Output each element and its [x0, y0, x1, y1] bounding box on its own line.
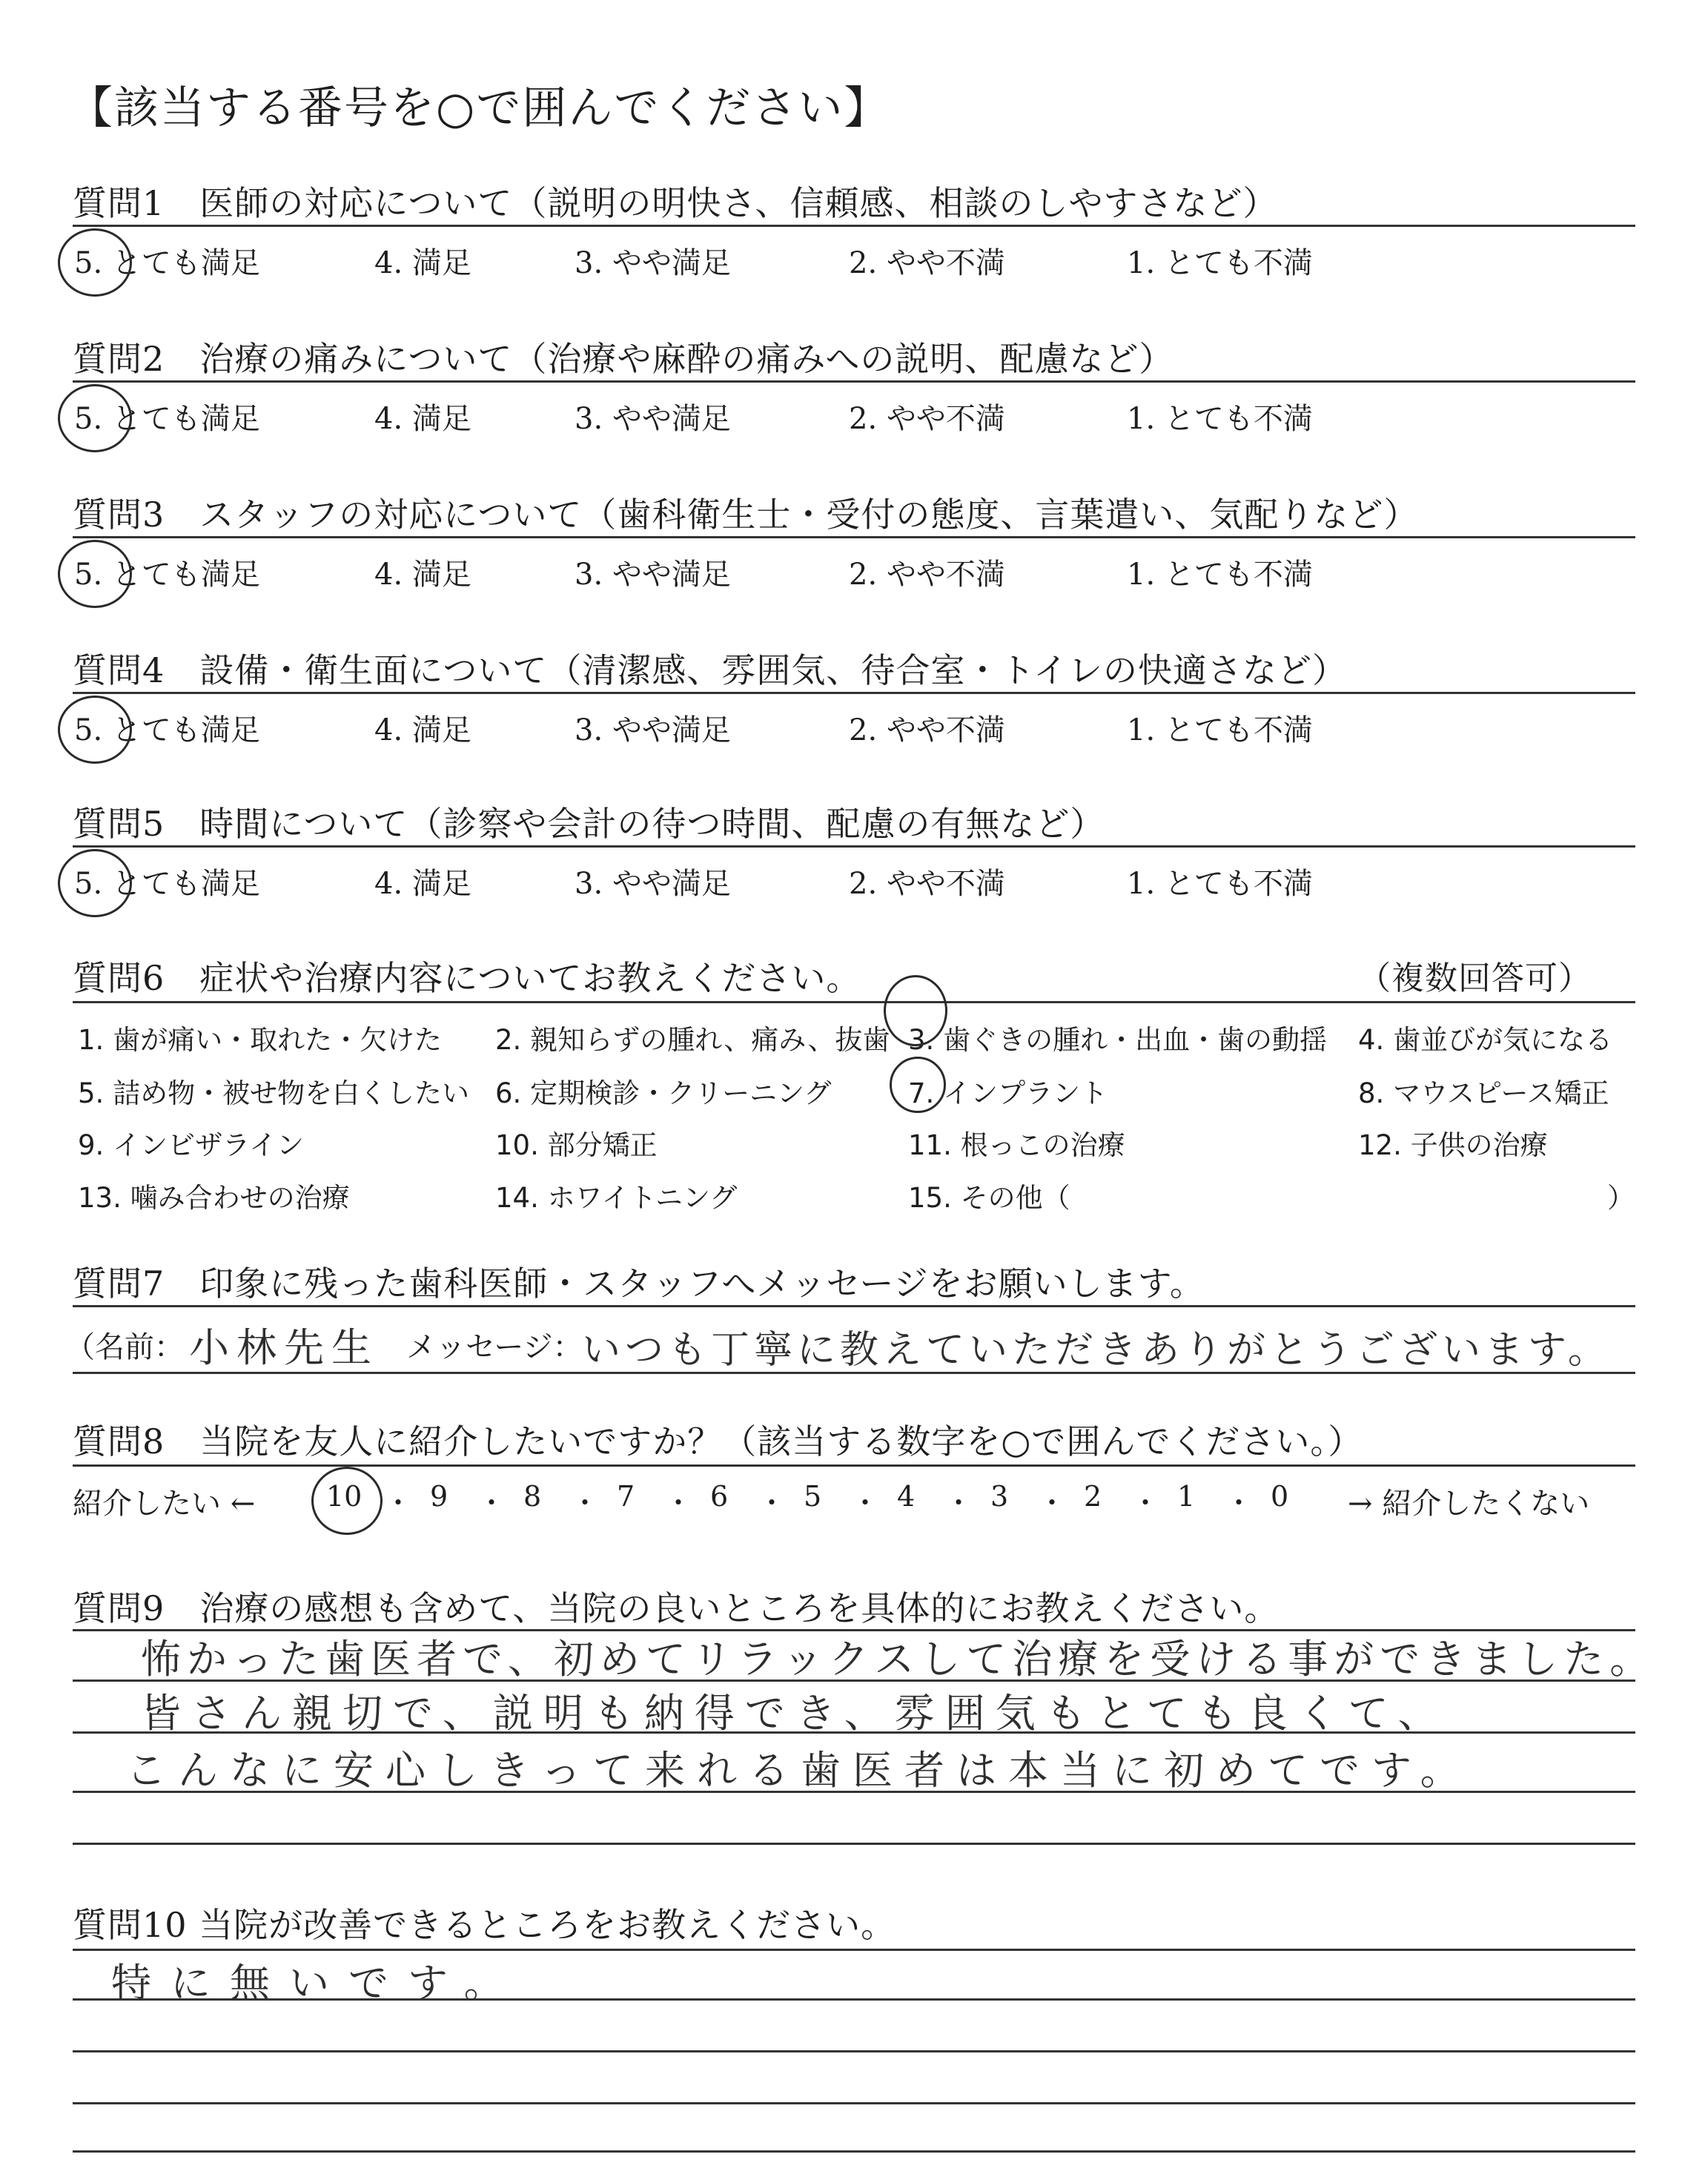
q8-scale-2: 2 [1084, 1480, 1102, 1513]
q9-answer-line-1: 怖かった歯医者で、初めてリラックスして治療を受ける事ができました。 [141, 1636, 1656, 1682]
q5-option-5: 5. とても満足 [74, 867, 260, 901]
q5-option-1: 1. とても不満 [1127, 867, 1313, 901]
page-title: 【該当する番号を○で囲んでください】 [68, 82, 890, 134]
q5-rule [73, 845, 1635, 848]
q8-scale-separator: ・ [851, 1487, 880, 1519]
q2-option-1: 1. とても不満 [1127, 402, 1313, 436]
q8-right-label: → 紹介したくない [1348, 1487, 1590, 1521]
q3-selected-circle [58, 540, 132, 608]
q2-option-5: 5. とても満足 [74, 402, 260, 436]
q2-selected-circle [58, 384, 132, 452]
q10-rule-4 [73, 2102, 1635, 2104]
q6-note: （複数回答可） [1358, 960, 1592, 997]
q9-answer-line-3: こんなに安心しきって来れる歯医者は本当に初めてです。 [126, 1747, 1472, 1794]
q8-scale-7: 7 [617, 1480, 635, 1513]
q7-message-label: メッセージ： [406, 1330, 583, 1364]
q6-label: 質問6 症状や治療内容についてお教えください。 [73, 958, 861, 998]
q7-message-value: いつも丁寧に教えていただきありがとうございます。 [582, 1328, 1611, 1373]
q6-option-16: ） [1607, 1182, 1635, 1214]
q1-option-4: 4. 満足 [374, 246, 471, 280]
q8-scale-separator: ・ [758, 1487, 787, 1519]
q1-selected-circle [58, 228, 132, 297]
q8-scale-5: 5 [804, 1480, 822, 1513]
q1-option-2: 2. やや不満 [849, 246, 1005, 280]
q3-option-1: 1. とても不満 [1127, 558, 1313, 592]
q6-option-15: 15. その他（ [908, 1182, 1070, 1214]
q1-option-5: 5. とても満足 [74, 246, 260, 280]
q7-name-value: 小林先生 [189, 1324, 379, 1371]
q6-circle-3 [884, 975, 947, 1046]
q6-rule [73, 1001, 1635, 1003]
q3-option-5: 5. とても満足 [74, 558, 260, 592]
q8-rule [73, 1464, 1635, 1467]
q3-option-3: 3. やや満足 [575, 558, 731, 592]
q6-option-3: 3. 歯ぐきの腫れ・出血・歯の動揺 [908, 1024, 1328, 1056]
q3-option-2: 2. やや不満 [849, 558, 1005, 592]
q9-label: 質問9 治療の感想も含めて、当院の良いところを具体的にお教えください。 [73, 1588, 1280, 1628]
q8-scale-4: 4 [897, 1480, 916, 1513]
q6-circle-7 [890, 1057, 946, 1113]
q8-circle-10 [311, 1467, 383, 1535]
q5-option-4: 4. 満足 [374, 867, 471, 901]
q2-rule [73, 380, 1635, 383]
q6-option-4: 4. 歯並びが気になる [1358, 1024, 1613, 1056]
q8-left-label: 紹介したい ← [73, 1487, 256, 1521]
q8-scale-separator: ・ [664, 1487, 693, 1519]
q8-scale-separator: ・ [477, 1487, 506, 1519]
q3-rule [73, 536, 1635, 538]
q10-label: 質問10 当院が改善できるところをお教えください。 [73, 1905, 896, 1945]
q6-option-2: 2. 親知らずの腫れ、痛み、抜歯 [495, 1024, 890, 1056]
q8-scale-separator: ・ [384, 1487, 413, 1519]
q5-option-2: 2. やや不満 [849, 867, 1005, 901]
q8-scale-8: 8 [523, 1480, 542, 1513]
q4-selected-circle [58, 696, 132, 764]
q8-scale-separator: ・ [571, 1487, 600, 1519]
q1-label: 質問1 医師の対応について（説明の明快さ、信頼感、相談のしやすさなど） [73, 183, 1278, 223]
q2-option-3: 3. やや満足 [575, 402, 731, 436]
q6-option-10: 10. 部分矯正 [495, 1129, 658, 1161]
q4-rule [73, 692, 1635, 694]
q6-option-12: 12. 子供の治療 [1358, 1129, 1548, 1161]
q10-rule-1 [73, 1949, 1635, 1951]
q6-option-6: 6. 定期検診・クリーニング [495, 1077, 832, 1109]
q6-option-9: 9. インビザライン [78, 1129, 304, 1161]
q5-label: 質問5 時間について（診察や会計の待つ時間、配慮の有無など） [73, 804, 1105, 844]
q7-name-label: （名前： [65, 1330, 184, 1364]
q4-option-2: 2. やや不満 [849, 713, 1005, 747]
q9-rule-5 [73, 1843, 1635, 1845]
q8-scale-9: 9 [430, 1480, 448, 1513]
q4-option-3: 3. やや満足 [575, 713, 731, 747]
q4-label: 質問4 設備・衛生面について（清潔感、雰囲気、待合室・トイレの快適さなど） [73, 650, 1348, 690]
q10-rule-3 [73, 2050, 1635, 2052]
q6-option-8: 8. マウスピース矯正 [1358, 1077, 1609, 1109]
q4-option-5: 5. とても満足 [74, 713, 260, 747]
q6-option-14: 14. ホワイトニング [495, 1182, 738, 1214]
q2-option-4: 4. 満足 [374, 402, 471, 436]
q1-option-1: 1. とても不満 [1127, 246, 1313, 280]
q8-scale-3: 3 [990, 1480, 1009, 1513]
q3-option-4: 4. 満足 [374, 558, 471, 592]
q2-label: 質問2 治療の痛みについて（治療や麻酔の痛みへの説明、配慮など） [73, 339, 1174, 379]
q5-option-3: 3. やや満足 [575, 867, 731, 901]
q10-rule-5 [73, 2150, 1635, 2153]
q8-label: 質問8 当院を友人に紹介したいですか？（該当する数字を○で囲んでください。） [73, 1421, 1363, 1462]
q2-option-2: 2. やや不満 [849, 402, 1005, 436]
q7-label: 質問7 印象に残った歯科医師・スタッフへメッセージをお願いします。 [73, 1264, 1205, 1304]
q7-rule-top [73, 1305, 1635, 1307]
q6-option-11: 11. 根っこの治療 [908, 1129, 1125, 1161]
q9-answer-line-2: 皆さん親切で、説明も納得でき、雰囲気もとても良くて、 [141, 1690, 1449, 1737]
q6-option-7: 7. インプラント [908, 1077, 1108, 1109]
q8-scale-separator: ・ [1225, 1487, 1254, 1519]
q6-option-5: 5. 詰め物・被せ物を白くしたい [78, 1077, 470, 1109]
q1-option-3: 3. やや満足 [575, 246, 731, 280]
q7-rule-bottom [73, 1372, 1635, 1374]
q8-scale-separator: ・ [944, 1487, 973, 1519]
q6-option-13: 13. 噛み合わせの治療 [78, 1182, 350, 1214]
q8-scale-6: 6 [710, 1480, 729, 1513]
q8-scale-separator: ・ [1038, 1487, 1067, 1519]
q1-rule [73, 225, 1635, 227]
q6-option-1: 1. 歯が痛い・取れた・欠けた [78, 1024, 443, 1056]
q4-option-4: 4. 満足 [374, 713, 471, 747]
q4-option-1: 1. とても不満 [1127, 713, 1313, 747]
q8-scale-10: 10 [326, 1480, 363, 1513]
q5-selected-circle [58, 849, 132, 917]
q8-scale-1: 1 [1177, 1480, 1196, 1513]
q8-scale-0: 0 [1271, 1480, 1289, 1513]
q8-scale-separator: ・ [1131, 1487, 1160, 1519]
q10-answer-line-1: 特に無いです。 [111, 1960, 523, 2007]
q3-label: 質問3 スタッフの対応について（歯科衛生士・受付の態度、言葉遣い、気配りなど） [73, 495, 1419, 535]
